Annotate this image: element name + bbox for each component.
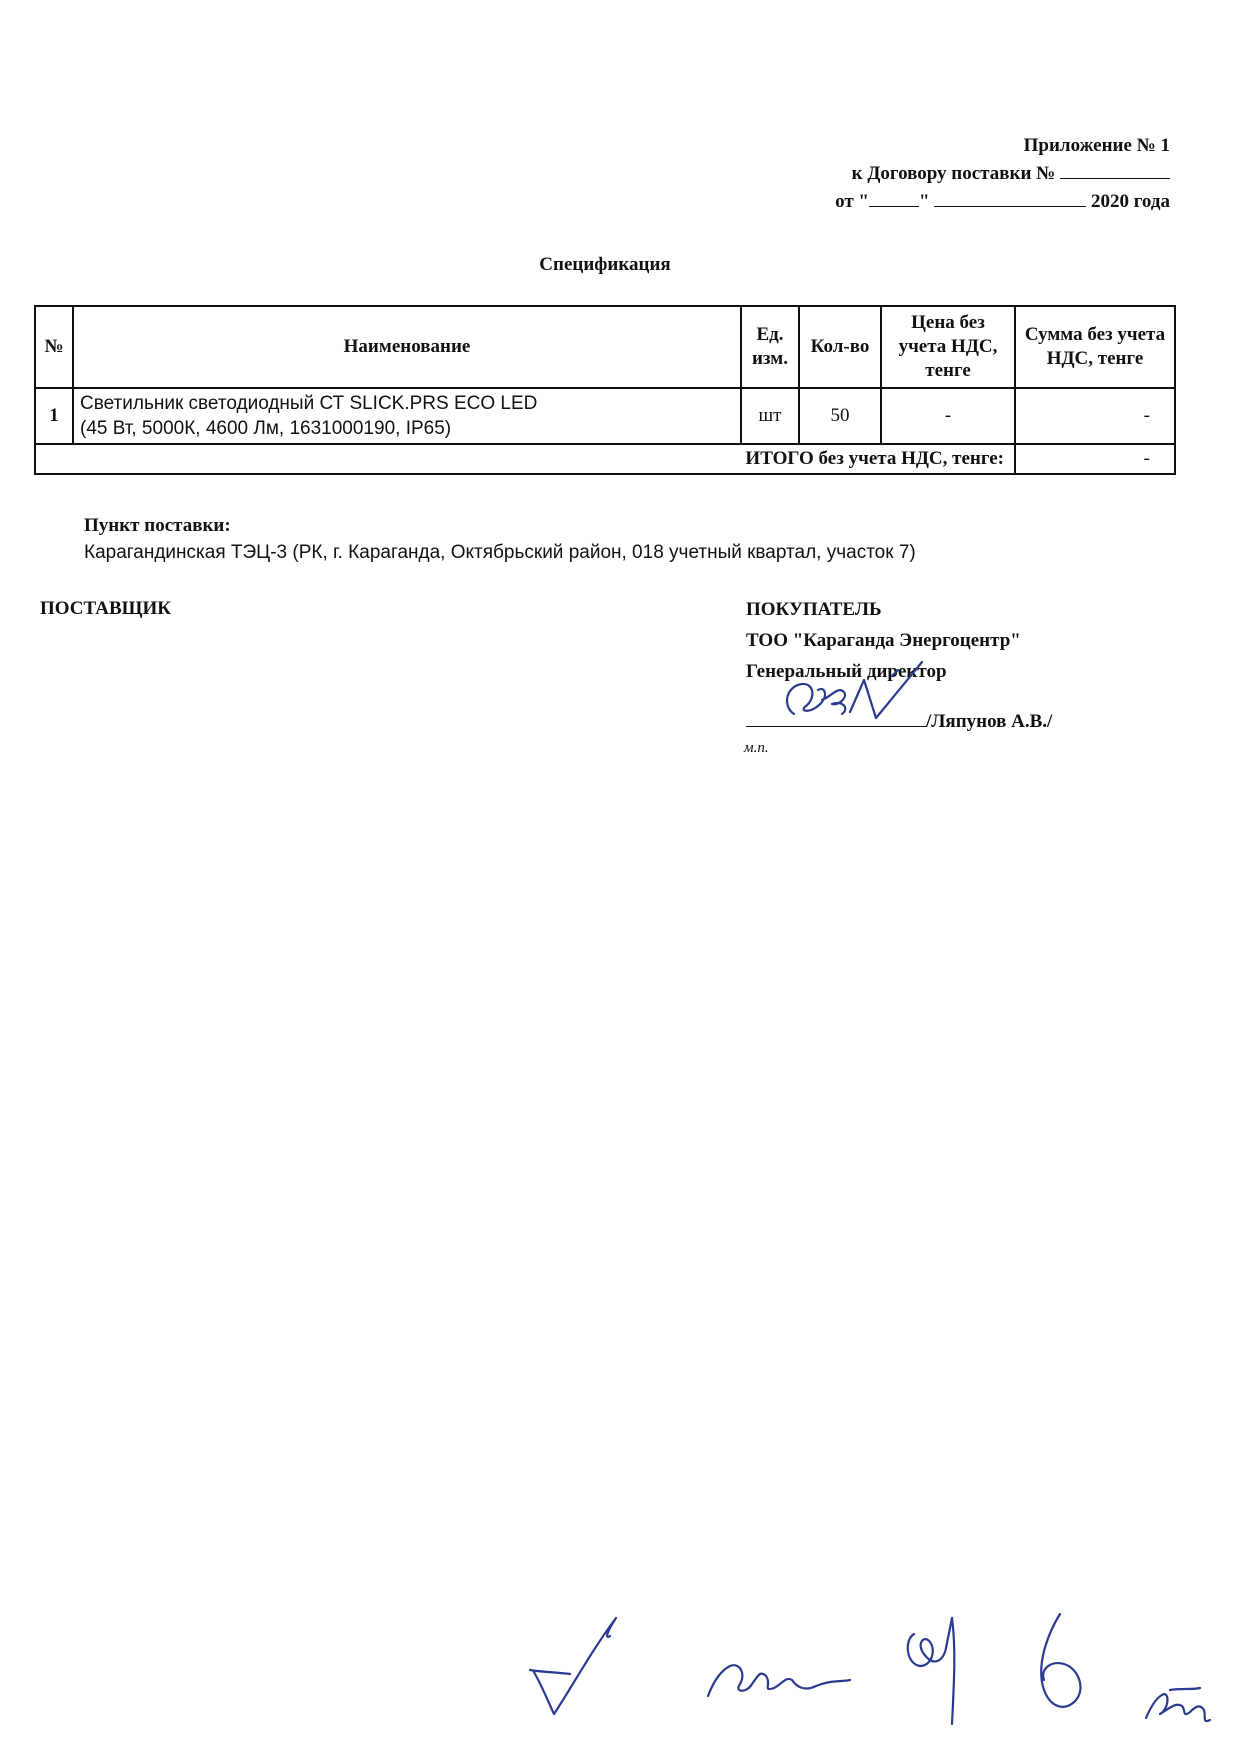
document-title: Спецификация — [539, 254, 671, 275]
row-price: - — [881, 388, 1015, 444]
total-value: - — [1015, 444, 1175, 474]
buyer-signature-icon — [772, 656, 942, 736]
header-unit: Ед. изм. — [741, 306, 799, 388]
total-row — [35, 444, 1175, 474]
table-header-row — [35, 306, 1175, 388]
specification-table — [34, 305, 1176, 475]
header-price: Цена без учета НДС, тенге — [881, 306, 1015, 388]
delivery-point — [84, 512, 916, 566]
buyer-position: Генеральный директор — [746, 661, 947, 682]
initial-signature-3-icon — [900, 1604, 970, 1734]
initial-signature-4-icon — [1020, 1610, 1100, 1720]
row-name — [73, 388, 741, 444]
table-row — [35, 388, 1175, 444]
buyer-company: ТОО "Караганда Энергоцентр" — [746, 630, 1021, 651]
contract-number-blank — [1060, 160, 1170, 179]
initial-signature-1-icon — [520, 1610, 630, 1720]
contract-date-line — [835, 188, 1170, 216]
row-name-line1: Светильник светодиодный СТ SLICK.PRS ECO LED — [80, 393, 538, 414]
date-prefix: от " — [835, 191, 869, 212]
buyer-label: ПОКУПАТЕЛЬ — [746, 599, 882, 620]
header-sum: Сумма без учета НДС, тенге — [1015, 306, 1175, 388]
delivery-title: Пункт поставки: — [84, 515, 231, 536]
header-name: Наименование — [73, 306, 741, 388]
initial-signature-5-icon — [1140, 1680, 1220, 1730]
header-qty: Кол-во — [799, 306, 881, 388]
contract-label: к Договору поставки № — [851, 163, 1056, 184]
date-mid: " — [918, 191, 930, 212]
header-num: № — [35, 306, 73, 388]
row-num: 1 — [35, 388, 73, 444]
month-blank — [934, 188, 1086, 207]
date-suffix: 2020 года — [1091, 191, 1170, 212]
supplier-label: ПОСТАВЩИК — [40, 598, 172, 619]
row-unit: шт — [741, 388, 799, 444]
annex-header — [835, 132, 1170, 216]
contract-line — [835, 160, 1170, 188]
total-label: ИТОГО без учета НДС, тенге: — [35, 444, 1015, 474]
row-qty: 50 — [799, 388, 881, 444]
stamp-note: м.п. — [744, 740, 769, 756]
delivery-address: Карагандинская ТЭЦ-3 (РК, г. Караганда, Октябрьский район, 018 учетный квартал, участок 7) — [84, 542, 916, 563]
initial-signature-2-icon — [700, 1640, 860, 1710]
buyer-signatory: /Ляпунов А.В./ — [926, 711, 1053, 732]
row-sum: - — [1015, 388, 1175, 444]
annex-line: Приложение № 1 — [1023, 135, 1170, 156]
row-name-line2: (45 Вт, 5000К, 4600 Лм, 1631000190, IP65) — [80, 418, 452, 439]
day-blank — [869, 188, 919, 207]
